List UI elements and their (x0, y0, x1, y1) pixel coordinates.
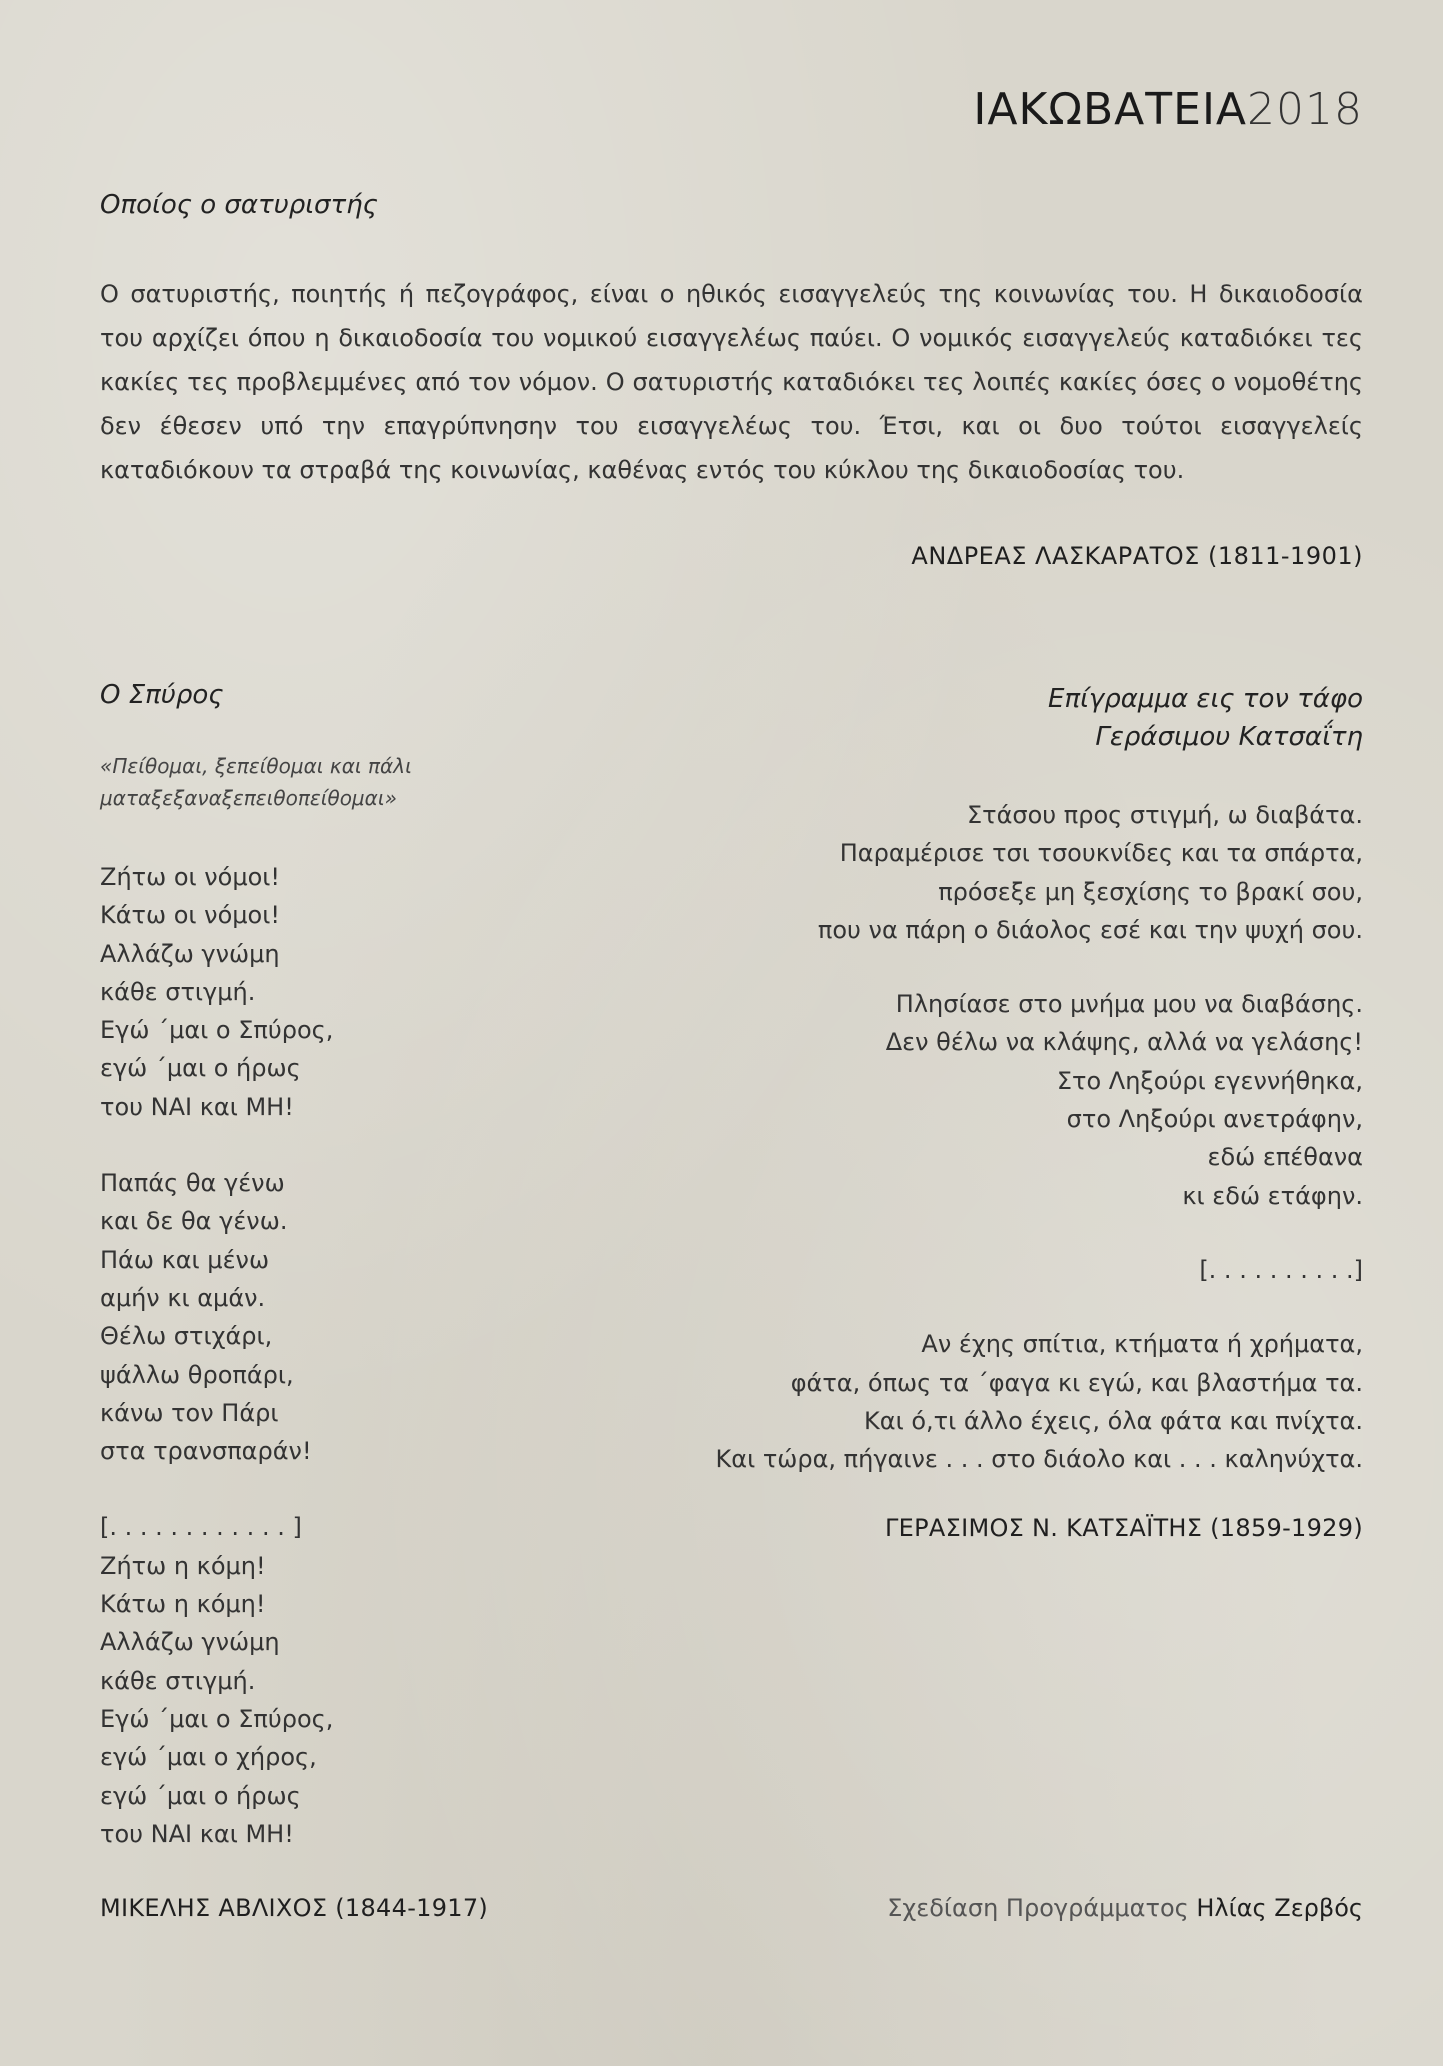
verse-line: [. . . . . . . . . . . . ] (100, 1513, 302, 1542)
credit-label: Σχεδίαση Προγράμματος (887, 1894, 1189, 1922)
left-poem-author: ΜΙΚΕΛΗΣ ΑΒΛΙΧΟΣ (1844-1917) (100, 1894, 489, 1922)
page-header (973, 84, 1363, 135)
verse-line: Αλλάζω γνώμη (100, 939, 280, 968)
left-poem-title: Ο Σπύρος (100, 680, 224, 710)
verse-line: αμήν κι αμάν. (100, 1283, 266, 1312)
verse-line: πρόσεξε μη ξεσχίσης το βρακί σου, (938, 877, 1363, 906)
verse-line: που να πάρη ο διάολος εσέ και την ψυχή σου. (817, 915, 1363, 944)
stanza-gap (663, 1215, 1363, 1251)
verse-line: Παραμέρισε τσι τσουκνίδες και τα σπάρτα, (839, 839, 1363, 868)
verse-line: στο Ληξούρι ανετράφην, (1066, 1105, 1363, 1134)
verse-line: Κάτω οι νόμοι! (100, 901, 280, 930)
stanza-gap (663, 1289, 1363, 1325)
stanza (100, 1508, 660, 1853)
stanza (100, 858, 660, 1126)
header-brand: ΙΑΚΩΒΑΤΕΙΑ (973, 84, 1248, 135)
verse-line: του ΝΑΙ και ΜΗ! (100, 1819, 294, 1848)
verse-line: στα τρανσπαράν! (100, 1437, 312, 1466)
verse-line: Κάτω η κόμη! (100, 1590, 266, 1619)
stanza (663, 985, 1363, 1215)
left-poem (100, 680, 660, 1853)
essay-title: Οποίος ο σατυριστής (100, 190, 378, 220)
verse-line: Εγώ ΄μαι ο Σπύρος, (100, 1704, 334, 1733)
verse-line: Πλησίασε στο μνήμα μου να διαβάσης. (895, 990, 1363, 1019)
verse-line: Στάσου προς στιγμή, ω διαβάτα. (966, 801, 1363, 829)
essay-author: ΑΝΔΡΕΑΣ ΛΑΣΚΑΡΑΤΟΣ (1811-1901) (911, 542, 1363, 570)
verse-line: κάθε στιγμή. (100, 1666, 256, 1695)
verse-line: και δε θα γένω. (100, 1207, 288, 1236)
header-year: 2018 (1247, 84, 1363, 135)
left-poem-epigraph (100, 750, 660, 814)
stanza-gap (100, 1126, 660, 1164)
stanza (663, 1325, 1363, 1478)
verse-line: εγώ ΄μαι ο ήρως (100, 1054, 301, 1083)
verse-line: Θέλω στιχάρι, (100, 1322, 273, 1351)
right-poem-author: ΓΕΡΑΣΙΜΟΣ Ν. ΚΑΤΣΑΪΤΗΣ (1859-1929) (885, 1514, 1363, 1543)
right-poem-title (663, 680, 1363, 756)
right-poem-title-line: Επίγραμμα εις τον τάφο (1048, 684, 1363, 714)
stanza-gap (100, 1470, 660, 1508)
verse-line: κάνω τον Πάρι (100, 1398, 279, 1427)
stanza-gap (663, 949, 1363, 985)
verse-line: Πάω και μένω (100, 1245, 270, 1274)
right-poem (663, 680, 1363, 1542)
verse-line: Ζήτω η κόμη! (100, 1551, 266, 1580)
right-poem-stanzas (663, 796, 1363, 1478)
design-credit (887, 1894, 1363, 1922)
verse-line: Στο Ληξούρι εγεννήθηκα, (1056, 1066, 1363, 1095)
verse-line: ψάλλω θροπάρι, (100, 1360, 294, 1389)
verse-line: εγώ ΄μαι ο χήρος, (100, 1743, 317, 1772)
verse-line: Αν έχης σπίτια, κτήματα ή χρήματα, (921, 1330, 1363, 1359)
epigraph-line: ματαξεξαναξεπειθοπείθομαι» (100, 786, 397, 810)
stanza (663, 1251, 1363, 1289)
essay-body: Ο σατυριστής, ποιητής ή πεζογράφος, είναι ο ηθικός εισαγγελεύς της κοινωνίας του. Η δικαιοδοσία του αρχίζει όπου η δικαιοδοσία του νομικού εισαγγελέως παύει. Ο νομικός εισαγγελεύς καταδιόκει τες κακίες τες προβλεμμένες από τον νόμον. Ο σατυριστής καταδιόκει τες λοιπές κακίες όσες ο νομοθέτης δεν έθεσεν υπό την επαγρύπνησην του εισαγγελέως του. Έτσι, και οι δυο τούτοι εισαγγελείς καταδιόκουν τα στραβά της κοινωνίας, καθένας εντός του κύκλου της δικαιοδοσίας του. (100, 280, 1363, 484)
verse-line: Παπάς θα γένω (100, 1169, 285, 1198)
verse-line: Δεν θέλω να κλάψης, αλλά να γελάσης! (885, 1028, 1363, 1057)
verse-line: Και τώρα, πήγαινε . . . στο διάολο και . . . καληνύχτα. (715, 1445, 1363, 1474)
verse-line: του ΝΑΙ και ΜΗ! (100, 1092, 294, 1121)
verse-line: φάτα, όπως τα ΄φαγα κι εγώ, και βλαστήμα τα. (790, 1368, 1363, 1397)
verse-line: Και ό,τι άλλο έχεις, όλα φάτα και πνίχτα. (864, 1406, 1363, 1435)
verse-line: εδώ επέθανα (1207, 1143, 1363, 1172)
stanza (100, 1164, 660, 1470)
epigraph-line: «Πείθομαι, ξεπείθομαι και πάλι (100, 754, 412, 778)
stanza (663, 796, 1363, 949)
credit-name: Ηλίας Ζερβός (1196, 1894, 1363, 1922)
verse-line: Εγώ ΄μαι ο Σπύρος, (100, 1016, 334, 1045)
verse-line: εγώ ΄μαι ο ήρως (100, 1781, 301, 1810)
verse-line: κάθε στιγμή. (100, 977, 256, 1006)
left-poem-stanzas (100, 858, 660, 1853)
verse-line: Αλλάζω γνώμη (100, 1628, 280, 1657)
verse-line: [. . . . . . . . . .] (1199, 1255, 1363, 1284)
right-poem-title-line: Γεράσιμου Κατσαΐτη (1095, 722, 1363, 752)
verse-line: Ζήτω οι νόμοι! (100, 863, 281, 891)
verse-line: κι εδώ ετάφην. (1182, 1181, 1363, 1210)
